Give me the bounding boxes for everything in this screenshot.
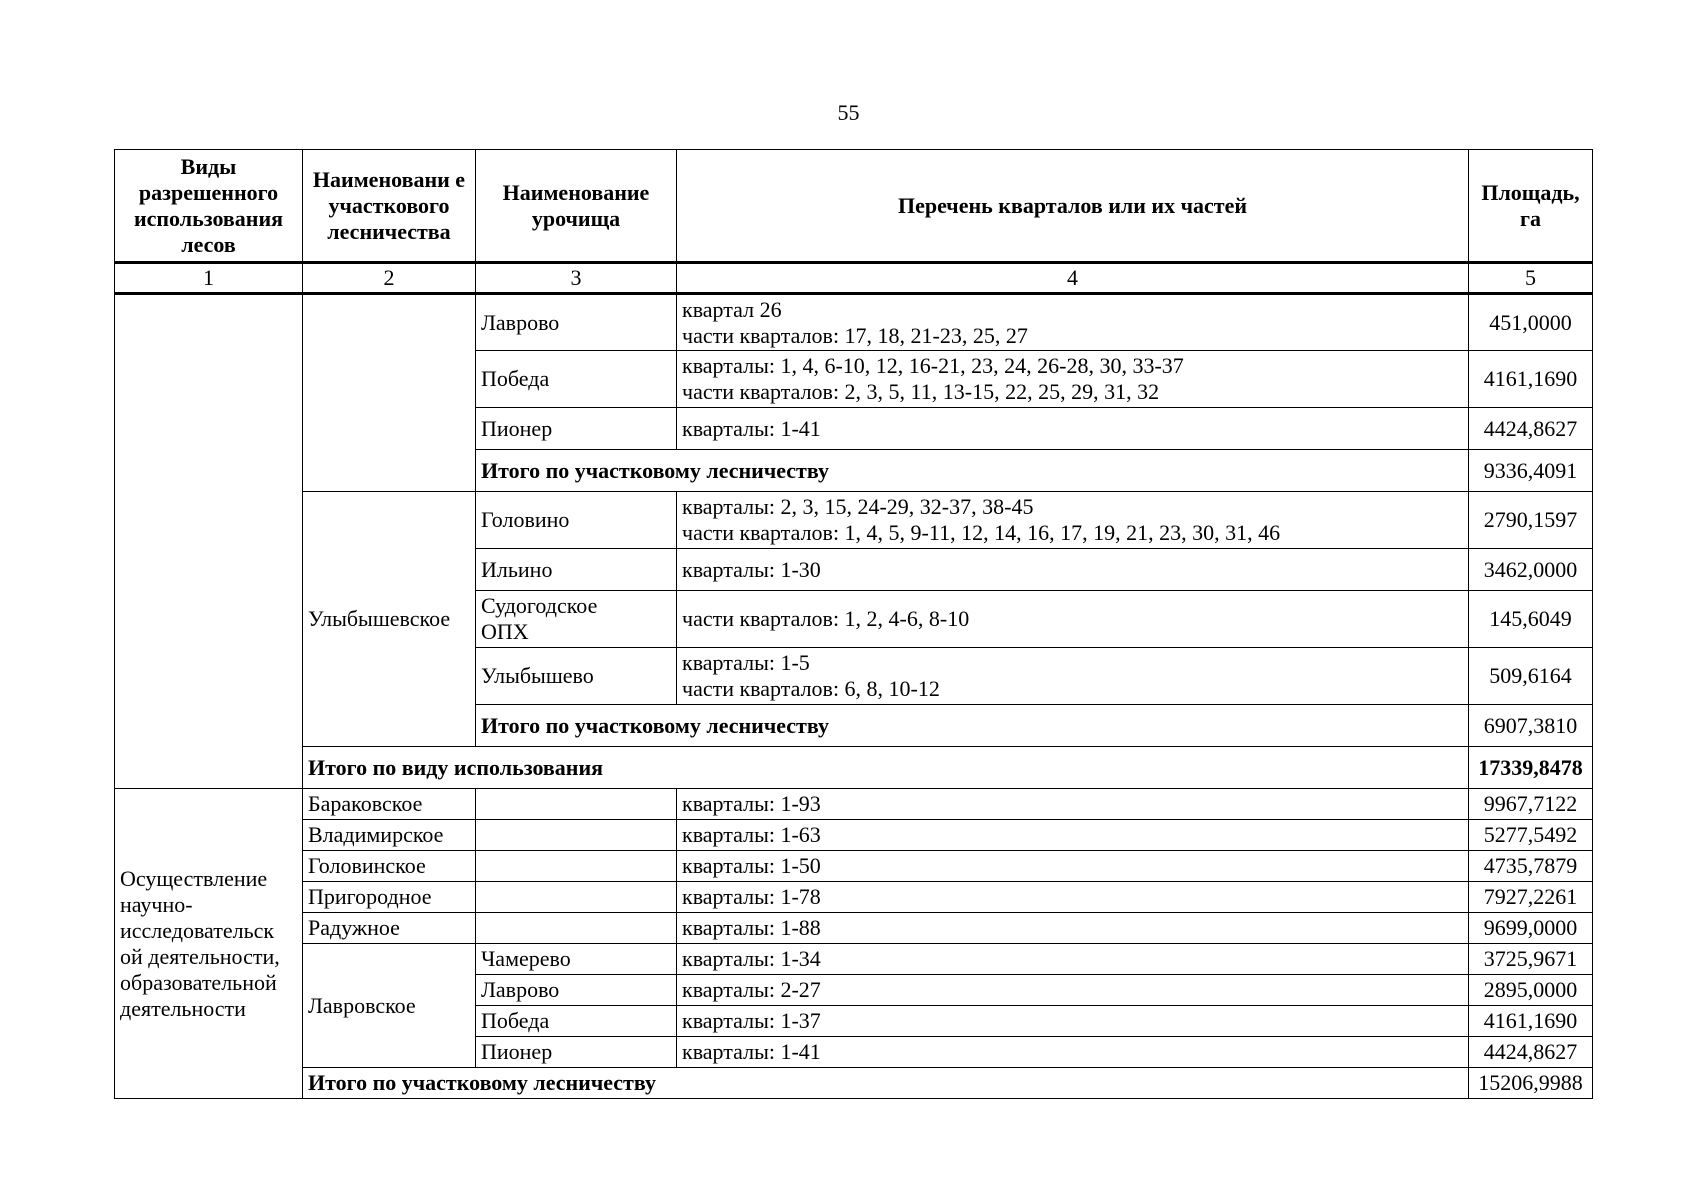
forestry-cell: Бараковское (303, 789, 476, 820)
header-quarters: Перечень кварталов или их частей (677, 150, 1469, 263)
area-cell: 3725,9671 (1469, 944, 1593, 975)
tract-cell (476, 820, 677, 851)
forest-use-table (114, 149, 1593, 1099)
quarters-line: кварталы: 1-5 (682, 650, 810, 675)
header-area: Площадь, га (1469, 150, 1593, 263)
area-cell: 4735,7879 (1469, 851, 1593, 882)
tract-cell: Ильино (476, 549, 677, 591)
forestry-cell: Пригородное (303, 882, 476, 913)
area-cell: 2895,0000 (1469, 975, 1593, 1006)
quarters-cell (677, 492, 1469, 549)
subtotal-label: Итого по участковому лесничеству (303, 1068, 1469, 1099)
quarters-cell (677, 351, 1469, 408)
column-number-row (115, 263, 1593, 294)
quarters-line: части кварталов: 6, 8, 10-12 (682, 676, 940, 701)
tract-cell (476, 591, 677, 648)
page-number: 55 (837, 100, 860, 125)
area-cell: 4424,8627 (1469, 1037, 1593, 1068)
header-use-type: Виды разрешенного использования лесов (115, 150, 303, 263)
quarters-cell: кварталы: 2-27 (677, 975, 1469, 1006)
area-cell: 509,6164 (1469, 648, 1593, 705)
forestry-cell: Головинское (303, 851, 476, 882)
use-type-cell (115, 789, 303, 1099)
use-type-line: исследовательск (120, 917, 275, 943)
area-cell: 451,0000 (1469, 294, 1593, 351)
forestry-cell: Лавровское (303, 944, 476, 1068)
area-cell: 7927,2261 (1469, 882, 1593, 913)
quarters-line: части кварталов: 17, 18, 21-23, 25, 27 (682, 322, 1028, 348)
tract-cell: Чамерево (476, 944, 677, 975)
area-cell: 4161,1690 (1469, 1006, 1593, 1037)
header-forestry: Наименовани е участкового лесничества (303, 150, 476, 263)
area-cell: 5277,5492 (1469, 820, 1593, 851)
quarters-line: кварталы: 2, 3, 15, 24-29, 32-37, 38-45 (682, 494, 1034, 519)
subtotal-label: Итого по участковому лесничеству (476, 450, 1469, 492)
use-type-line: ой деятельности, (120, 943, 280, 969)
quarters-line: кварталы: 1, 4, 6-10, 12, 16-21, 23, 24, 26-28, 30, 33-37 (682, 353, 1184, 378)
quarters-line: части кварталов: 2, 3, 5, 11, 13-15, 22, 25, 29, 31, 32 (682, 379, 1160, 404)
use-total-row (115, 747, 1593, 789)
column-number: 4 (677, 263, 1469, 294)
column-number: 5 (1469, 263, 1593, 294)
tract-line: Судогодское (481, 593, 598, 618)
tract-cell (476, 789, 677, 820)
quarters-cell: кварталы: 1-78 (677, 882, 1469, 913)
quarters-cell: части кварталов: 1, 2, 4-6, 8-10 (677, 591, 1469, 648)
subtotal-label: Итого по участковому лесничеству (476, 705, 1469, 747)
tract-line: ОПХ (481, 619, 529, 644)
table-row (115, 789, 1593, 820)
subtotal-area: 15206,9988 (1469, 1068, 1593, 1099)
quarters-cell: кварталы: 1-41 (677, 408, 1469, 450)
column-number: 1 (115, 263, 303, 294)
tract-cell: Головино (476, 492, 677, 549)
area-cell: 2790,1597 (1469, 492, 1593, 549)
tract-cell (476, 913, 677, 944)
table-row (115, 492, 1593, 549)
forestry-cell-empty (303, 294, 476, 492)
quarters-cell (677, 648, 1469, 705)
quarters-cell: кварталы: 1-41 (677, 1037, 1469, 1068)
forestry-cell: Улыбышевское (303, 492, 476, 747)
use-type-line: деятельности (120, 995, 246, 1021)
quarters-cell: кварталы: 1-50 (677, 851, 1469, 882)
use-total-label: Итого по виду использования (303, 747, 1469, 789)
table-row (115, 820, 1593, 851)
table-row (115, 913, 1593, 944)
quarters-cell: кварталы: 1-88 (677, 913, 1469, 944)
area-cell: 9699,0000 (1469, 913, 1593, 944)
area-cell: 9967,7122 (1469, 789, 1593, 820)
use-type-line: научно- (120, 891, 193, 917)
tract-cell: Победа (476, 351, 677, 408)
forestry-cell: Владимирское (303, 820, 476, 851)
tract-cell: Лаврово (476, 294, 677, 351)
area-cell: 4424,8627 (1469, 408, 1593, 450)
use-total-area: 17339,8478 (1469, 747, 1593, 789)
use-type-line: образовательной (120, 969, 277, 995)
subtotal-area: 9336,4091 (1469, 450, 1593, 492)
use-type-cell-empty (115, 294, 303, 789)
area-cell: 3462,0000 (1469, 549, 1593, 591)
quarters-line: квартал 26 (682, 296, 782, 322)
area-cell: 145,6049 (1469, 591, 1593, 648)
subtotal-row (115, 1068, 1593, 1099)
quarters-cell: кварталы: 1-37 (677, 1006, 1469, 1037)
quarters-cell: кварталы: 1-30 (677, 549, 1469, 591)
column-number: 3 (476, 263, 677, 294)
table-row (115, 944, 1593, 975)
header-tract: Наименование урочища (476, 150, 677, 263)
subtotal-area: 6907,3810 (1469, 705, 1593, 747)
tract-cell: Улыбышево (476, 648, 677, 705)
tract-cell (476, 851, 677, 882)
quarters-cell: кварталы: 1-93 (677, 789, 1469, 820)
quarters-cell (677, 294, 1469, 351)
table-row (115, 882, 1593, 913)
column-number: 2 (303, 263, 476, 294)
table-header-row (115, 150, 1593, 263)
tract-cell: Лаврово (476, 975, 677, 1006)
quarters-cell: кварталы: 1-63 (677, 820, 1469, 851)
use-type-line: Осуществление (120, 865, 268, 891)
tract-cell (476, 882, 677, 913)
tract-cell: Пионер (476, 408, 677, 450)
quarters-line: части кварталов: 1, 4, 5, 9-11, 12, 14, 16, 17, 19, 21, 23, 30, 31, 46 (682, 520, 1281, 545)
table-row (115, 294, 1593, 351)
area-cell: 4161,1690 (1469, 351, 1593, 408)
tract-cell: Победа (476, 1006, 677, 1037)
forestry-cell: Радужное (303, 913, 476, 944)
tract-cell: Пионер (476, 1037, 677, 1068)
table-row (115, 851, 1593, 882)
quarters-cell: кварталы: 1-34 (677, 944, 1469, 975)
